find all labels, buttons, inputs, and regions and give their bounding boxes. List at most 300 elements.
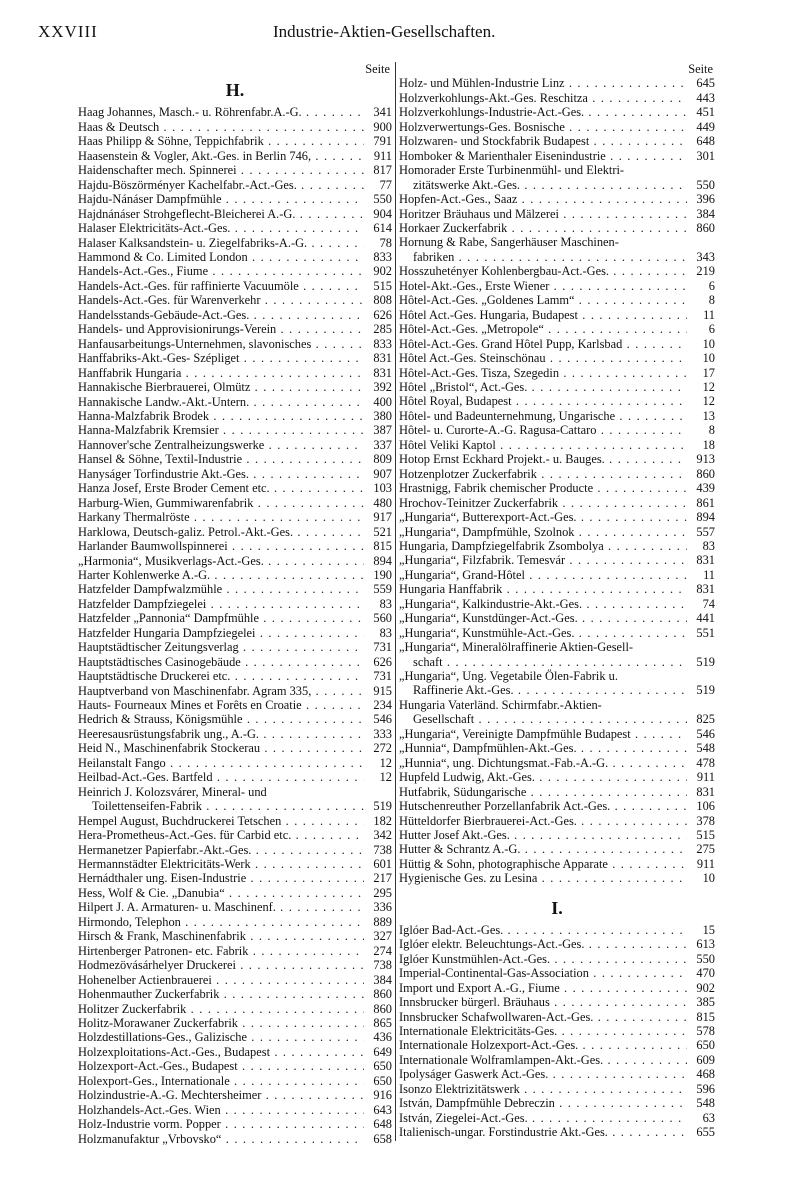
entry-page: 865 <box>373 1016 392 1030</box>
entry-name: Internationale Wolframlampen-Akt.-Ges. . . . <box>399 1053 687 1067</box>
entry-page: 12 <box>379 770 392 785</box>
entry-name: „Hungaria“, Kunstdünger-Act.-Ges. . . . <box>399 611 687 625</box>
entry-name: „Harmonia“, Musikverlags-Act.-Ges. . . . <box>78 554 364 568</box>
entry-name: Hôtel-Act.-Ges. Tisza, Szegedin . . . <box>399 366 687 380</box>
entry-name: Hatzfelder Dampfziegelei . . . <box>78 597 364 611</box>
index-entry <box>399 496 715 510</box>
entry-page: 8 <box>708 423 715 438</box>
index-entry <box>399 582 715 596</box>
entry-page: 337 <box>373 437 392 452</box>
entry-name: Hôtel „Bristol“, Act.-Ges. . . . <box>399 380 687 394</box>
entry-page: 521 <box>373 524 392 539</box>
entry-page: 860 <box>373 1001 392 1016</box>
index-entry <box>78 973 392 987</box>
index-entry <box>78 178 392 192</box>
entry-name: Handels-Act.-Ges., Fiume . . . <box>78 264 364 278</box>
index-entry <box>78 944 392 958</box>
entry-page: 380 <box>373 408 392 423</box>
entry-name: Hammond & Co. Limited London . . . <box>78 250 364 264</box>
index-entry <box>78 163 392 177</box>
entry-name: Hannover'sche Zentralheizungswerke . . . <box>78 438 364 452</box>
entry-page: 578 <box>696 1024 715 1038</box>
entry-name: Innsbrucker bürgerl. Bräuhaus . . . <box>399 995 687 1009</box>
index-entry <box>399 597 715 611</box>
index-entry <box>78 236 392 250</box>
entry-page: 341 <box>373 105 392 120</box>
entry-name: Hohenmauther Zuckerfabrik . . . <box>78 987 364 1001</box>
index-entry <box>78 380 392 394</box>
index-entry <box>399 995 715 1009</box>
index-entry <box>78 1074 392 1088</box>
entry-name: Iglóer Kunstmühlen-Act.-Ges. . . . <box>399 952 687 966</box>
index-entry <box>78 1088 392 1102</box>
entry-name: Hermanetzer Papierfabr.-Akt.-Ges. . . . <box>78 843 364 857</box>
index-entry <box>399 770 715 784</box>
entry-page: 548 <box>696 1096 715 1111</box>
entry-name: Hedrich & Strauss, Königsmühle . . . <box>78 712 364 726</box>
entry-name: Hungaria, Dampfziegelfabrik Zsombolya . . . <box>399 539 687 553</box>
entry-list <box>399 923 715 1140</box>
left-column <box>78 62 392 1146</box>
entry-name: „Hungaria“, Grand-Hôtel . . . <box>399 568 687 582</box>
entry-name: Iglóer elektr. Beleuchtungs-Act.-Ges. . . . <box>399 937 687 951</box>
index-entry <box>78 409 392 423</box>
entry-name: Hygienische Ges. zu Lesina . . . <box>399 871 687 885</box>
entry-page: 596 <box>696 1081 715 1096</box>
entry-name: Hess, Wolf & Cie. „Danubia“ . . . <box>78 886 364 900</box>
index-entry <box>399 698 715 712</box>
entry-name: Hansel & Söhne, Textil-Industrie . . . <box>78 452 364 466</box>
entry-page: 392 <box>373 380 392 395</box>
index-entry <box>78 843 392 857</box>
entry-name: Hôtel-Act.-Ges. Grand Hôtel Pupp, Karlsbad . . . <box>399 337 687 351</box>
entry-page: 815 <box>696 1009 715 1024</box>
entry-page: 384 <box>696 206 715 221</box>
entry-page: 515 <box>373 278 392 293</box>
entry-page: 550 <box>696 177 715 192</box>
entry-name: Hotzenplotzer Zuckerfabrik . . . <box>399 467 687 481</box>
entry-page: 182 <box>373 813 392 828</box>
entry-name: Hôtel Act.-Ges. Steinschönau . . . <box>399 351 687 365</box>
entry-name: Hauptstädtisches Casinogebäude . . . <box>78 655 364 669</box>
index-entry <box>78 1132 392 1146</box>
entry-page: 900 <box>373 119 392 134</box>
entry-page: 738 <box>373 958 392 973</box>
index-entry <box>399 1067 715 1081</box>
entry-name: Holzverkohlungs-Industrie-Act.-Ges. . . . <box>399 105 687 119</box>
entry-page: 6 <box>708 278 715 293</box>
entry-name: Hatzfelder Hungaria Dampfziegelei . . . <box>78 626 364 640</box>
entry-name: Heilbad-Act.-Ges. Bartfeld . . . <box>78 770 364 784</box>
index-entry <box>399 105 715 119</box>
index-entry <box>78 207 392 221</box>
entry-page: 831 <box>373 365 392 380</box>
entry-page: 831 <box>696 582 715 597</box>
entry-name: Hanna-Malzfabrik Kremsier . . . <box>78 423 364 437</box>
entry-page: 10 <box>702 871 715 886</box>
entry-page: 894 <box>696 510 715 525</box>
index-entry <box>78 886 392 900</box>
entry-page: 655 <box>696 1125 715 1140</box>
index-entry <box>78 871 392 885</box>
entry-name: Hirsch & Frank, Maschinenfabrik . . . <box>78 929 364 943</box>
entry-name: Hüttig & Sohn, photographische Apparate . . . <box>399 857 687 871</box>
entry-name: Hohenelber Actienbrauerei . . . <box>78 973 364 987</box>
entry-page: 650 <box>373 1059 392 1074</box>
index-entry <box>78 308 392 322</box>
entry-page: 557 <box>696 524 715 539</box>
entry-name: Hempel August, Buchdruckerei Tetschen . . . <box>78 814 364 828</box>
entry-page: 480 <box>373 495 392 510</box>
entry-name: Hauptstädtischer Zeitungsverlag . . . <box>78 640 364 654</box>
entry-page: 333 <box>373 726 392 741</box>
index-entry <box>399 76 715 90</box>
entry-page: 400 <box>373 394 392 409</box>
index-entry <box>78 105 392 119</box>
index-entry <box>399 134 715 148</box>
index-entry <box>399 351 715 365</box>
entry-page: 917 <box>373 510 392 525</box>
entry-name: Ipolyságer Gaswerk Act.-Ges. . . . <box>399 1067 687 1081</box>
entry-page: 626 <box>373 307 392 322</box>
entry-page: 831 <box>696 784 715 799</box>
right-column <box>399 62 715 1140</box>
entry-name: Holzindustrie-A.-G. Mechtersheimer . . . <box>78 1088 364 1102</box>
index-entry <box>78 900 392 914</box>
entry-page: 519 <box>373 799 392 814</box>
entry-name: Homboker & Marienthaler Eisenindustrie . . . <box>399 149 687 163</box>
entry-name: Horkaer Zuckerfabrik . . . <box>399 221 687 235</box>
entry-page: 889 <box>373 914 392 929</box>
index-entry <box>399 626 715 640</box>
index-entry <box>399 221 715 235</box>
entry-page: 894 <box>373 553 392 568</box>
entry-name: Haas Philipp & Söhne, Teppichfabrik . . . <box>78 134 364 148</box>
entry-name: Hauptverband von Maschinenfabr. Agram 335, . . . <box>78 684 364 698</box>
entry-page: 106 <box>696 799 715 814</box>
index-entry <box>399 423 715 437</box>
index-entry <box>78 684 392 698</box>
index-entry <box>399 163 715 177</box>
entry-page: 650 <box>696 1038 715 1053</box>
index-entry <box>399 952 715 966</box>
index-entry <box>78 785 392 799</box>
index-entry <box>399 366 715 380</box>
index-entry <box>78 799 392 813</box>
entry-page: 833 <box>373 249 392 264</box>
index-entry <box>78 770 392 784</box>
entry-name: „Hungaria“, Butterexport-Act.-Ges. . . . <box>399 510 687 524</box>
index-entry <box>78 264 392 278</box>
index-entry <box>78 467 392 481</box>
index-entry <box>78 481 392 495</box>
index-entry <box>399 481 715 495</box>
index-entry <box>78 1002 392 1016</box>
index-entry <box>399 337 715 351</box>
entry-page: 387 <box>373 423 392 438</box>
entry-name: Innsbrucker Schafwollwaren-Act.-Ges. . . . <box>399 1010 687 1024</box>
entry-page: 301 <box>696 148 715 163</box>
entry-page: 833 <box>373 336 392 351</box>
entry-page: 11 <box>703 307 715 322</box>
entry-page: 234 <box>373 698 392 713</box>
index-entry <box>78 1016 392 1030</box>
entry-page: 17 <box>702 365 715 380</box>
entry-name: Holzwaren- und Stockfabrik Budapest . . . <box>399 134 687 148</box>
index-entry <box>78 221 392 235</box>
section-letter: H. <box>225 80 245 101</box>
entry-name: Hungaria Hanffabrik . . . <box>399 582 687 596</box>
entry-name: Holzmanufaktur „Vrbovsko“ . . . <box>78 1132 364 1146</box>
entry-page: 648 <box>696 134 715 149</box>
entry-page: 436 <box>373 1030 392 1045</box>
entry-page: 609 <box>696 1052 715 1067</box>
index-entry <box>78 134 392 148</box>
entry-name: Hutschenreuther Porzellanfabrik Act.-Ges. . . . <box>399 799 687 813</box>
index-entry <box>399 1024 715 1038</box>
entry-name: Hopfen-Act.-Ges., Saaz . . . <box>399 192 687 206</box>
entry-name: Holzhandels-Act.-Ges. Wien . . . <box>78 1103 364 1117</box>
index-entry <box>399 438 715 452</box>
index-entry <box>78 293 392 307</box>
entry-name: Hodmezövásárhelyer Druckerei . . . <box>78 958 364 972</box>
entry-page: 190 <box>373 567 392 582</box>
index-entry <box>78 597 392 611</box>
entry-name: „Hungaria“, Dampfmühle, Szolnok . . . <box>399 525 687 539</box>
entry-name: Hôtel-Act.-Ges. „Goldenes Lamm“ . . . <box>399 293 687 307</box>
entry-name: István, Ziegelei-Act.-Ges. . . . <box>399 1111 687 1125</box>
index-entry <box>399 1082 715 1096</box>
index-entry <box>399 525 715 539</box>
entry-name: Raffinerie Akt.-Ges. . . . <box>413 683 687 697</box>
entry-page: 831 <box>373 351 392 366</box>
entry-name: Handels-Act.-Ges. für raffinierte Vacuumöle . . . <box>78 279 364 293</box>
entry-page: 451 <box>696 105 715 120</box>
entry-page: 470 <box>696 966 715 981</box>
entry-page: 385 <box>696 995 715 1010</box>
entry-page: 478 <box>696 755 715 770</box>
entry-name: Hernádthaler ung. Eisen-Industrie . . . <box>78 871 364 885</box>
seite-label: Seite <box>688 62 713 76</box>
index-entry <box>78 192 392 206</box>
entry-page: 915 <box>373 683 392 698</box>
entry-page: 913 <box>696 452 715 467</box>
entry-name: Heilanstalt Fango . . . <box>78 756 364 770</box>
entry-name: Haas & Deutsch . . . <box>78 120 364 134</box>
entry-name: Holitzer Zuckerfabrik . . . <box>78 1002 364 1016</box>
index-entry <box>78 1103 392 1117</box>
index-entry <box>78 250 392 264</box>
index-entry <box>399 966 715 980</box>
entry-page: 519 <box>696 683 715 698</box>
index-entry <box>399 923 715 937</box>
index-entry <box>78 525 392 539</box>
entry-name: Isonzo Elektrizitätswerk . . . <box>399 1082 687 1096</box>
entry-page: 285 <box>373 322 392 337</box>
entry-page: 11 <box>703 567 715 582</box>
entry-page: 548 <box>696 741 715 756</box>
index-entry <box>78 395 392 409</box>
index-entry <box>399 279 715 293</box>
entry-page: 731 <box>373 640 392 655</box>
entry-page: 12 <box>379 755 392 770</box>
entry-page: 10 <box>702 336 715 351</box>
index-entry <box>399 640 715 654</box>
entry-name: Hanffabrik Hungaria . . . <box>78 366 364 380</box>
entry-name: Hera-Prometheus-Act.-Ges. für Carbid etc. . . . <box>78 828 364 842</box>
entry-page: 396 <box>696 192 715 207</box>
section-letter: I. <box>551 897 563 918</box>
index-entry <box>78 322 392 336</box>
entry-name: Iglóer Bad-Act.-Ges. . . . <box>399 923 687 937</box>
entry-page: 613 <box>696 937 715 952</box>
entry-page: 275 <box>696 842 715 857</box>
entry-name: Handels-Act.-Ges. für Warenverkehr . . . <box>78 293 364 307</box>
index-entry <box>399 235 715 249</box>
entry-page: 808 <box>373 293 392 308</box>
entry-name: Heinrich J. Kolozsvárer, Mineral- und <box>78 784 267 799</box>
index-entry <box>399 91 715 105</box>
entry-name: Haidenschafter mech. Spinnerei . . . <box>78 163 364 177</box>
entry-name: Hajdu-Böszörményer Kachelfabr.-Act.-Ges. . . . <box>78 178 364 192</box>
entry-page: 519 <box>696 654 715 669</box>
entry-page: 861 <box>696 495 715 510</box>
running-title: Industrie-Aktien-Gesellschaften. <box>273 22 496 41</box>
entry-page: 274 <box>373 943 392 958</box>
index-entry <box>78 1117 392 1131</box>
entry-name: Hôtel Veliki Kaptol . . . <box>399 438 687 452</box>
seite-label: Seite <box>365 62 390 76</box>
entry-page: 614 <box>373 221 392 236</box>
entry-name: „Hungaria“, Kunstmühle-Act.-Ges. . . . <box>399 626 687 640</box>
index-entry <box>78 582 392 596</box>
entry-name: Hutfabrik, Südungarische . . . <box>399 785 687 799</box>
index-entry <box>78 712 392 726</box>
index-entry <box>78 337 392 351</box>
index-entry <box>399 842 715 856</box>
entry-name: Harkany Thermalröste . . . <box>78 510 364 524</box>
entry-name: Hornung & Rabe, Sangerhäuser Maschinen- <box>399 235 619 250</box>
entry-name: Haag Johannes, Masch.- u. Röhrenfabr.A.-G. . . . <box>78 105 364 119</box>
entry-name: Hannakische Bierbrauerei, Olmütz . . . <box>78 380 364 394</box>
index-entry <box>399 828 715 842</box>
entry-name: Holzexploitations-Act.-Ges., Budapest . . . <box>78 1045 364 1059</box>
entry-page: 643 <box>373 1102 392 1117</box>
entry-name: Hôtel- u. Curorte-A.-G. Ragusa-Cattaro . . . <box>399 423 687 437</box>
entry-page: 907 <box>373 466 392 481</box>
entry-name: Hôtel Act.-Ges. Hungaria, Budapest . . . <box>399 308 687 322</box>
index-entry <box>399 799 715 813</box>
index-entry <box>78 554 392 568</box>
entry-list <box>78 105 392 1146</box>
entry-page: 904 <box>373 206 392 221</box>
index-entry <box>78 149 392 163</box>
entry-name: Handels- und Approvisionirungs-Verein . . . <box>78 322 364 336</box>
index-entry <box>399 510 715 524</box>
entry-name: „Hungaria“, Filzfabrik. Temesvár . . . <box>399 553 687 567</box>
entry-page: 63 <box>702 1110 715 1125</box>
entry-name: Hajdu-Nánáser Dampfmühle . . . <box>78 192 364 206</box>
entry-name: Holzexport-Act.-Ges., Budapest . . . <box>78 1059 364 1073</box>
index-entry <box>78 366 392 380</box>
index-entry <box>399 568 715 582</box>
entry-page: 560 <box>373 611 392 626</box>
index-entry <box>78 640 392 654</box>
entry-page: 911 <box>696 770 715 785</box>
entry-name: „Hunnia“, ung. Dichtungsmat.-Fab.-A.-G. . . . <box>399 756 687 770</box>
entry-name: Hôtel- und Badeunternehmung, Ungarische . . . <box>399 409 687 423</box>
entry-name: schaft . . . <box>413 655 687 669</box>
entry-page: 860 <box>696 220 715 235</box>
entry-name: „Hungaria“, Ung. Vegetabile Ölen-Fabrik u. <box>399 669 618 684</box>
index-entry <box>78 423 392 437</box>
entry-page: 911 <box>373 148 392 163</box>
entry-name: Hatzfelder Dampfwalzmühle . . . <box>78 582 364 596</box>
index-entry <box>399 785 715 799</box>
index-entry <box>399 712 715 726</box>
entry-name: Hupfeld Ludwig, Akt.-Ges. . . . <box>399 770 687 784</box>
entry-page: 649 <box>373 1044 392 1059</box>
index-entry <box>399 655 715 669</box>
entry-page: 911 <box>696 856 715 871</box>
entry-name: „Hungaria“, Mineralölraffinerie Aktien-Gesell- <box>399 640 634 655</box>
entry-page: 546 <box>696 726 715 741</box>
entry-name: Halaser Elektricitäts-Act.-Ges. . . . <box>78 221 364 235</box>
entry-page: 384 <box>373 972 392 987</box>
index-entry <box>399 192 715 206</box>
entry-page: 658 <box>373 1131 392 1146</box>
index-entry <box>78 452 392 466</box>
entry-page: 809 <box>373 452 392 467</box>
index-entry <box>78 279 392 293</box>
index-entry <box>399 937 715 951</box>
entry-name: Italienisch-ungar. Forstindustrie Akt.-Ges. . . . <box>399 1125 687 1139</box>
index-entry <box>78 741 392 755</box>
column-divider <box>395 62 396 1141</box>
index-entry <box>399 1111 715 1125</box>
entry-page: 78 <box>379 235 392 250</box>
entry-page: 327 <box>373 929 392 944</box>
entry-page: 13 <box>702 408 715 423</box>
entry-page: 10 <box>702 351 715 366</box>
entry-name: Holz- und Mühlen-Industrie Linz . . . <box>399 76 687 90</box>
entry-name: Hrastnigg, Fabrik chemischer Producte . . . <box>399 481 687 495</box>
index-entry <box>399 452 715 466</box>
entry-page: 550 <box>373 192 392 207</box>
index-entry <box>399 293 715 307</box>
index-entry <box>399 1010 715 1024</box>
entry-name: Heeresausrüstungsfabrik ung., A.-G. . . . <box>78 727 364 741</box>
entry-name: Harklowa, Deutsch-galiz. Petrol.-Akt.-Ges. . . . <box>78 525 364 539</box>
entry-name: Hôtel Royal, Budapest . . . <box>399 394 687 408</box>
entry-name: Hajdnánáser Strohgeflecht-Bleicherei A.-G. . . . <box>78 207 364 221</box>
entry-page: 902 <box>696 980 715 995</box>
entry-page: 791 <box>373 134 392 149</box>
index-entry <box>78 814 392 828</box>
index-entry <box>78 655 392 669</box>
entry-page: 546 <box>373 712 392 727</box>
entry-list <box>399 76 715 885</box>
index-entry <box>78 857 392 871</box>
entry-name: Hütteldorfer Bierbrauerei-Act.-Ges. . . . <box>399 814 687 828</box>
entry-name: Hosszuhetényer Kohlenbergbau-Act.-Ges. . . . <box>399 264 687 278</box>
entry-name: Toilettenseifen-Fabrik . . . <box>92 799 364 813</box>
entry-name: Hauts- Fourneaux Mines et Forêts en Croatie . . . <box>78 698 364 712</box>
entry-page: 815 <box>373 539 392 554</box>
index-entry <box>399 683 715 697</box>
entry-name: Hatzfelder „Pannonia“ Dampfmühle . . . <box>78 611 364 625</box>
entry-page: 860 <box>373 987 392 1002</box>
